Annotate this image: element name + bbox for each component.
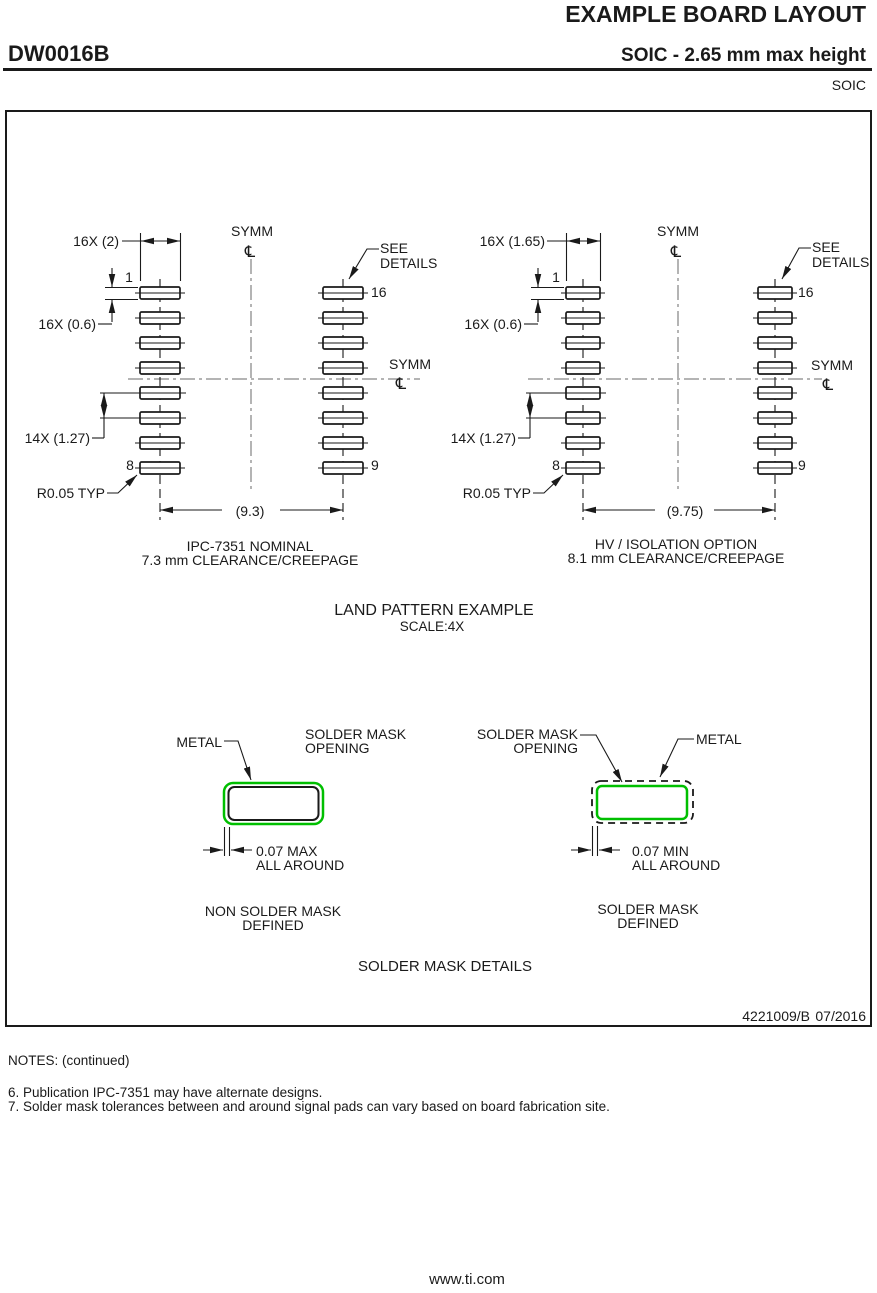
hv-caption-line1: HV / ISOLATION OPTION — [594, 536, 758, 552]
centerline-symbol: ℄ — [822, 375, 834, 394]
pin9-label: 9 — [798, 457, 806, 473]
mask-offset-dim-line1: 0.07 MIN — [632, 843, 689, 859]
symm-label: SYMM — [389, 356, 431, 372]
hv-caption-line2: 8.1 mm CLEARANCE/CREEPAGE — [567, 550, 785, 566]
pin9-label: 9 — [371, 457, 379, 473]
mask-offset-dim-line1: 0.07 MAX — [256, 843, 318, 859]
metal-label: METAL — [696, 731, 742, 747]
centerline-symbol: ℄ — [395, 374, 407, 393]
see-details-callout — [349, 240, 437, 279]
part-number: DW0016B — [8, 41, 110, 66]
page-header — [3, 1, 872, 93]
pin16-label: 16 — [798, 284, 814, 300]
symm-top-callout — [231, 223, 273, 261]
metal-callout — [176, 734, 251, 780]
symm-label: SYMM — [811, 357, 853, 373]
mask-offset-dim-line2: ALL AROUND — [632, 857, 721, 873]
corner-radius-callout — [37, 457, 137, 501]
symm-top-callout — [657, 223, 699, 261]
note-6: 6. Publication IPC-7351 may have alternate designs. — [8, 1085, 323, 1100]
pad-height-dimension — [38, 268, 138, 332]
corner-radius-label: R0.05 TYP — [462, 485, 531, 501]
pad-width-dim-label: 16X (2) — [73, 233, 119, 249]
hv-land-pattern — [451, 223, 870, 566]
solder-mask-opening-label-line2: OPENING — [513, 740, 578, 756]
land-pattern-scale: SCALE:4X — [399, 619, 465, 634]
nsmd-caption-line2: DEFINED — [242, 917, 304, 933]
pin1-label: 1 — [125, 269, 133, 285]
metal-callout — [660, 731, 742, 777]
see-details-line2: DETAILS — [812, 254, 870, 270]
metal-under-mask-outline — [592, 781, 693, 823]
span-dimension — [583, 503, 775, 519]
centerline-symbol: ℄ — [670, 242, 682, 261]
solder-mask-opening-label-line2: OPENING — [305, 740, 370, 756]
symm-label: SYMM — [231, 223, 273, 239]
pad-width-dim-label: 16X (1.65) — [479, 233, 545, 249]
pin16-label: 16 — [371, 284, 387, 300]
pad-height-dim-label: 16X (0.6) — [38, 316, 96, 332]
span-dimension — [160, 503, 343, 519]
nominal-caption-line1: IPC-7351 NOMINAL — [186, 538, 314, 554]
span-dim-label: (9.75) — [666, 503, 704, 519]
nsmd-caption-line1: NON SOLDER MASK — [204, 903, 342, 919]
drawing-frame — [6, 111, 871, 1026]
solder-mask-opening-label-line1: SOLDER MASK — [305, 726, 407, 742]
corner-radius-label: R0.05 TYP — [36, 485, 105, 501]
solder-mask-opening-label-line1: SOLDER MASK — [476, 726, 578, 742]
smd-caption-line2: DEFINED — [617, 915, 679, 931]
notes-heading: NOTES: (continued) — [8, 1053, 130, 1068]
see-details-line1: SEE — [380, 240, 409, 256]
title-block — [742, 1008, 866, 1024]
website-link: www.ti.com — [429, 1271, 505, 1288]
notes-section — [8, 1053, 610, 1114]
centerline-symbol: ℄ — [244, 242, 256, 261]
note-7: 7. Solder mask tolerances between and around signal pads can vary based on board fabrication site. — [8, 1099, 610, 1114]
solder-mask-opening-callout — [477, 726, 622, 782]
see-details-line2: DETAILS — [380, 255, 438, 271]
smd-caption-line1: SOLDER MASK — [597, 901, 699, 917]
pitch-dim-label: 14X (1.27) — [24, 430, 90, 446]
see-details-callout — [782, 239, 869, 279]
pin8-label: 8 — [126, 457, 134, 473]
land-pattern-title: LAND PATTERN EXAMPLE — [334, 602, 534, 619]
corner-radius-callout — [463, 457, 563, 501]
metal-pad-outline — [229, 787, 319, 820]
symm-right-callout — [811, 357, 853, 394]
symm-right-callout — [389, 356, 431, 393]
revision-date: 07/2016 — [815, 1008, 866, 1024]
solder-mask-defined-detail — [477, 726, 742, 931]
mask-offset-dimension — [571, 826, 720, 873]
pad-width-dimension — [480, 233, 601, 281]
package-type: SOIC — [831, 77, 866, 93]
symm-label: SYMM — [657, 223, 699, 239]
metal-label: METAL — [176, 734, 222, 750]
nominal-land-pattern — [25, 223, 438, 568]
header-rule — [3, 68, 872, 71]
pitch-dim-label: 14X (1.27) — [450, 430, 516, 446]
span-dim-label: (9.3) — [235, 503, 265, 519]
drawing-number: 4221009/B — [742, 1008, 810, 1024]
pin8-label: 8 — [552, 457, 560, 473]
nominal-caption-line2: 7.3 mm CLEARANCE/CREEPAGE — [141, 552, 359, 568]
mask-offset-dim-line2: ALL AROUND — [256, 857, 345, 873]
package-title: SOIC - 2.65 mm max height — [621, 45, 866, 66]
see-details-line1: SEE — [812, 239, 841, 255]
non-solder-mask-defined-detail — [176, 726, 406, 933]
pad-height-dim-label: 16X (0.6) — [464, 316, 522, 332]
mask-offset-dimension — [203, 827, 344, 873]
solder-mask-title: SOLDER MASK DETAILS — [358, 958, 532, 975]
page-title: EXAMPLE BOARD LAYOUT — [565, 1, 866, 27]
pin1-label: 1 — [552, 269, 560, 285]
pad-height-dimension — [464, 268, 564, 332]
